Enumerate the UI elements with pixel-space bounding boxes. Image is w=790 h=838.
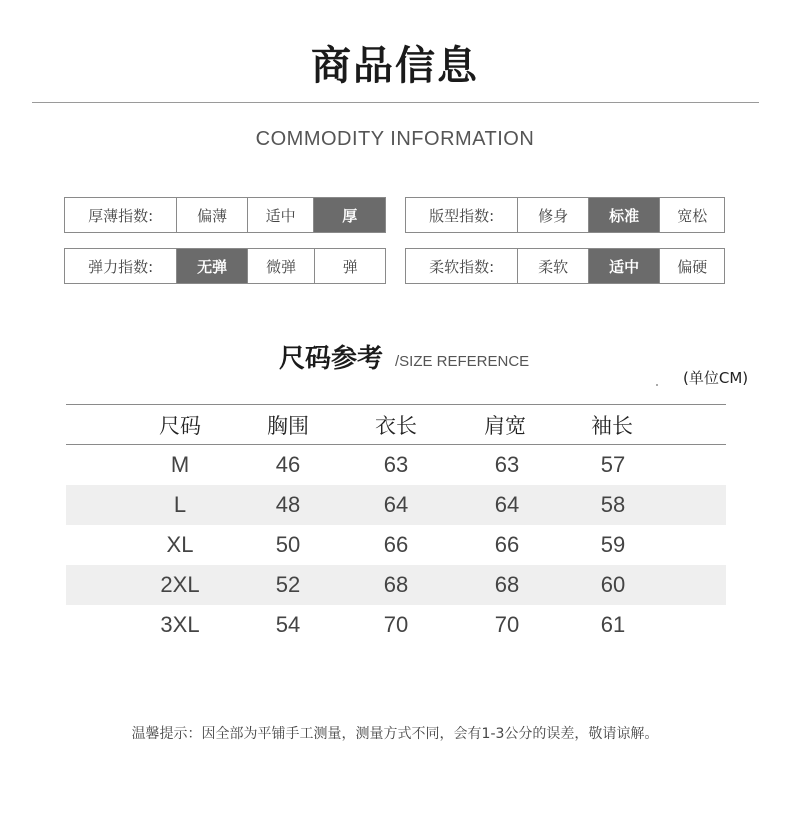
- index-option: 柔软: [517, 249, 588, 283]
- table-cell: 48: [275, 492, 301, 517]
- size-reference-title: 尺码参考: [279, 344, 384, 374]
- table-row: [66, 485, 726, 525]
- index-option: 标准: [588, 198, 660, 232]
- table-row: [66, 525, 726, 565]
- table-cell: 70: [383, 612, 409, 637]
- index-option: 弹: [314, 249, 385, 283]
- table-row: [66, 565, 726, 605]
- index-option: 微弹: [247, 249, 315, 283]
- table-cell: 46: [275, 452, 301, 477]
- table-cell: 57: [600, 452, 626, 477]
- table-cell: 63: [494, 452, 520, 477]
- table-cell: 66: [383, 532, 409, 557]
- table-header-cell: 袖长: [591, 413, 633, 438]
- table-cell: 59: [600, 532, 626, 557]
- index-label: 弹力指数:: [88, 257, 154, 276]
- table-cell: 2XL: [160, 572, 200, 597]
- index-option: 适中: [247, 198, 314, 232]
- index-label: 版型指数:: [429, 206, 495, 225]
- table-row: [66, 445, 726, 485]
- index-softness: [405, 248, 725, 284]
- index-option: 宽松: [659, 198, 724, 232]
- table-cell: 3XL: [160, 612, 200, 637]
- table-cell: M: [170, 452, 190, 477]
- table-cell: XL: [166, 532, 194, 557]
- index-option: 适中: [588, 249, 660, 283]
- table-cell: 54: [275, 612, 301, 637]
- table-cell: 64: [383, 492, 409, 517]
- index-fit: [405, 197, 725, 233]
- table-header-cell: 尺码: [159, 413, 201, 438]
- table-cell: 64: [494, 492, 520, 517]
- table-header-cell: 胸围: [267, 413, 309, 438]
- table-header: [66, 405, 726, 444]
- table-header-cell: 衣长: [375, 413, 417, 438]
- table-cell: 66: [494, 532, 520, 557]
- index-elasticity: [64, 248, 386, 284]
- index-label: 厚薄指数:: [88, 206, 154, 225]
- index-label: 柔软指数:: [429, 257, 495, 276]
- table-cell: 58: [600, 492, 626, 517]
- index-option: 修身: [517, 198, 588, 232]
- index-option: 偏硬: [659, 249, 724, 283]
- table-cell: 60: [600, 572, 626, 597]
- index-option: 偏薄: [176, 198, 247, 232]
- page-title: 商品信息: [311, 43, 479, 89]
- table-header-cell: 肩宽: [484, 413, 526, 438]
- page-subtitle: COMMODITY INFORMATION: [255, 128, 535, 150]
- index-option: 无弹: [176, 249, 247, 283]
- unit-label: (单位CM): [683, 369, 749, 387]
- table-cell: 52: [275, 572, 301, 597]
- measurement-note: 温馨提示：因全部为平铺手工测量，测量方式不同，会有1-3公分的误差，敬请谅解。: [131, 726, 659, 742]
- table-cell: 70: [494, 612, 520, 637]
- index-thickness: [64, 197, 386, 233]
- table-row: [66, 605, 726, 645]
- table-cell: 68: [383, 572, 409, 597]
- title-divider: [32, 102, 759, 103]
- table-cell: 50: [275, 532, 301, 557]
- size-reference-subtitle: /SIZE REFERENCE: [395, 353, 530, 370]
- table-cell: 68: [494, 572, 520, 597]
- decorative-dot: [656, 384, 658, 386]
- table-cell: 61: [600, 612, 626, 637]
- index-option: 厚: [313, 198, 385, 232]
- table-cell: 63: [383, 452, 409, 477]
- table-cell: L: [173, 492, 187, 517]
